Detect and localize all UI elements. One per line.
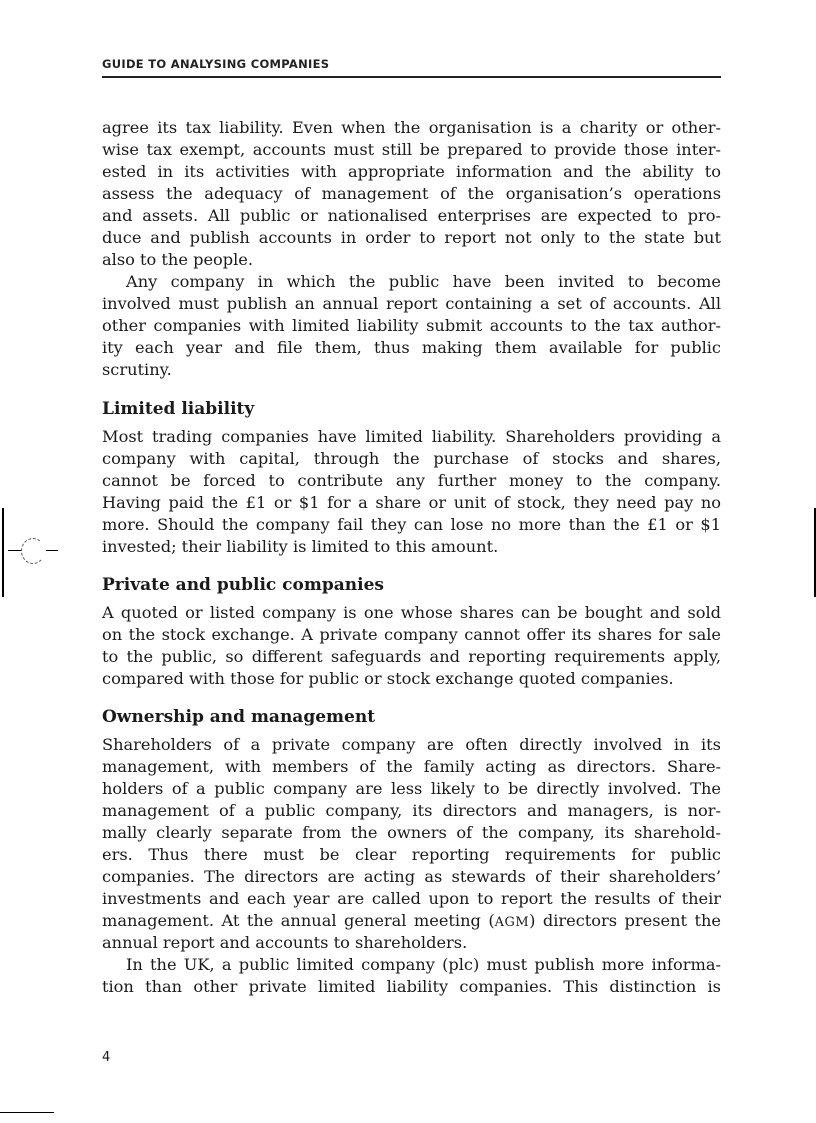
text-line: assess the adequacy of management of the organisation’s operations — [102, 184, 721, 203]
text-line: and assets. All public or nationalised enterprises are expected to pro- — [102, 206, 721, 225]
text-line: compared with those for public or stock exchange quoted companies. — [102, 669, 674, 688]
text-line: wise tax exempt, accounts must still be prepared to provide those inter- — [102, 140, 721, 159]
text-line: on the stock exchange. A private company cannot offer its shares for sale — [102, 625, 721, 644]
text-line: more. Should the company fail they can lose no more than the £1 or $1 — [102, 515, 721, 534]
crop-mark-right — [814, 508, 816, 597]
text-line: other companies with limited liability submit accounts to the tax author- — [102, 316, 721, 335]
text-line: scrutiny. — [102, 360, 172, 379]
text-line: duce and publish accounts in order to report not only to the state but — [102, 228, 721, 247]
heading-limited-liability: Limited liability — [102, 399, 255, 419]
heading-private-public: Private and public companies — [102, 575, 384, 595]
text-line: A quoted or listed company is one whose shares can be bought and sold — [102, 603, 721, 622]
registration-circle-icon — [21, 538, 45, 564]
text-line: management, with members of the family acting as directors. Share- — [102, 757, 721, 776]
registration-tick-right — [46, 550, 58, 551]
text-line: company with capital, through the purchase of stocks and shares, — [102, 449, 721, 468]
text-line: also to the people. — [102, 250, 254, 269]
text-line: tion than other private limited liability companies. This distinction is — [102, 977, 721, 996]
private-public-text — [102, 602, 721, 690]
text-line: holders of a public company are less likely to be directly involved. The — [102, 779, 721, 798]
text-line: invested; their liability is limited to this amount. — [102, 537, 499, 556]
text-line: management. At the annual general meeting (AGM) directors present the — [102, 911, 721, 930]
limited-liability-text — [102, 426, 721, 558]
header-rule — [102, 76, 721, 78]
text-line: companies. The directors are acting as stewards of their shareholders’ — [102, 867, 721, 886]
heading-ownership: Ownership and management — [102, 707, 376, 727]
text-line: mally clearly separate from the owners of the company, its sharehold- — [102, 823, 721, 842]
text-line: In the UK, a public limited company (plc) must publish more informa- — [126, 955, 721, 974]
text-line: ers. Thus there must be clear reporting requirements for public — [102, 845, 721, 864]
registration-tick-left — [8, 550, 22, 551]
text-line: investments and each year are called upon to report the results of their — [102, 889, 721, 908]
crop-mark-left — [2, 508, 4, 597]
text-line: to the public, so different safeguards and reporting requirements apply, — [102, 647, 721, 666]
intro-text — [102, 117, 721, 381]
text-line: ested in its activities with appropriate information and the ability to — [102, 162, 721, 181]
crop-mark-bottom-left — [0, 1112, 54, 1113]
ownership-text — [102, 734, 721, 998]
running-header: GUIDE TO ANALYSING COMPANIES — [102, 57, 330, 71]
text-line: Shareholders of a private company are often directly involved in its — [102, 735, 721, 754]
text-line: agree its tax liability. Even when the organisation is a charity or other- — [102, 118, 721, 137]
page-number: 4 — [102, 1050, 111, 1065]
text-line: management of a public company, its directors and managers, is nor- — [102, 801, 721, 820]
text-line: involved must publish an annual report containing a set of accounts. All — [102, 294, 721, 313]
text-line: cannot be forced to contribute any further money to the company. — [102, 471, 721, 490]
text-line: ity each year and file them, thus making them available for public — [102, 338, 721, 357]
text-line: Having paid the £1 or $1 for a share or unit of stock, they need pay no — [102, 493, 721, 512]
text-line: annual report and accounts to shareholders. — [102, 933, 468, 952]
text-line: Most trading companies have limited liability. Shareholders providing a — [102, 427, 721, 446]
text-line: Any company in which the public have been invited to become — [126, 272, 721, 291]
